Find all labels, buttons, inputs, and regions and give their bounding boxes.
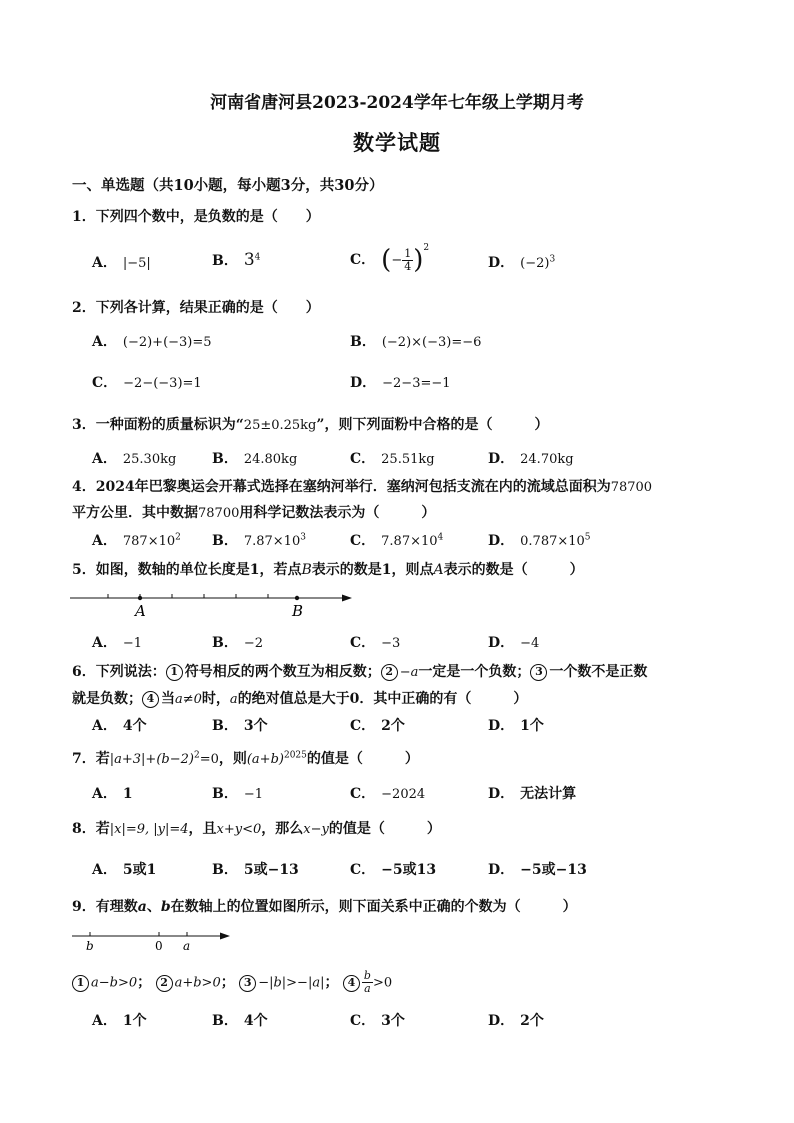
q4-option-b[interactable]: B． $7.87\times 10^3$ (212, 532, 306, 549)
exam-title: 河南省唐河县2023-2024学年七年级上学期月考 (210, 93, 584, 113)
q7-option-b[interactable]: B． −1 (212, 786, 264, 802)
q8-option-d[interactable]: D． −5或−13 (488, 862, 587, 878)
q3-option-a[interactable]: A． 25.30kg (92, 451, 177, 467)
q3-option-b[interactable]: B． 24.80kg (212, 451, 298, 467)
q8-option-c[interactable]: C． −5或13 (350, 862, 437, 878)
q7-option-c[interactable]: C． −2024 (350, 786, 426, 802)
q5-option-b[interactable]: B． −2 (212, 635, 264, 651)
q6-option-b[interactable]: B． 3个 (212, 718, 268, 734)
q7-option-a[interactable]: A． 1 (92, 786, 133, 802)
q2-option-c[interactable]: C． −2−(−3)=1 (92, 375, 202, 391)
q6-stem-line1: 6．下列说法： 1 符号相反的两个数互为相反数； 2 −a一定是一个负数； 3 一个数不是正数 (72, 664, 648, 680)
exam-subtitle: 数学试题 (353, 130, 441, 155)
q7-option-d[interactable]: D． 无法计算 (488, 786, 577, 802)
q5-point-a (138, 596, 142, 600)
q6-option-d[interactable]: D． 1个 (488, 718, 544, 734)
q9-option-c[interactable]: C． 3个 (350, 1013, 405, 1029)
q1-option-a[interactable]: A． |−5| (92, 255, 151, 271)
q8-stem: 8．若|x|=9, |y|=4，且x+y<0，那么x−y的值是（ ） (72, 821, 441, 837)
q9-option-a[interactable]: A． 1个 (92, 1013, 147, 1029)
q9-option-b[interactable]: B． 4个 (212, 1013, 268, 1029)
q8-option-b[interactable]: B． 5或−13 (212, 862, 299, 878)
q1-c-fraction: $\frac{1}{4}$ (404, 246, 412, 273)
section-heading: 一、单选题（共10小题，每小题3分，共30分） (72, 177, 384, 194)
q2-option-b[interactable]: B． (−2)×(−3)=−6 (350, 334, 482, 350)
q9-label-b: b (86, 939, 94, 953)
q5-point-b (295, 596, 299, 600)
q9-label-zero: 0 (155, 939, 163, 953)
q9-option-d[interactable]: D． 2个 (488, 1013, 544, 1029)
q9-s4-fraction: $\frac{b}{a}$ (363, 969, 371, 995)
q2-stem: 2．下列各计算，结果正确的是（ ） (72, 300, 320, 316)
q6-option-c[interactable]: C． 2个 (350, 718, 405, 734)
q1-option-b[interactable]: B． $3^4$ (212, 250, 261, 270)
q9-number-line (70, 926, 240, 954)
q4-option-c[interactable]: C． $7.87\times 10^4$ (350, 532, 444, 549)
q1-option-d[interactable]: D． $(-2)^3$ (488, 254, 556, 271)
q4-stem-line2: 平方公里．其中数据78700用科学记数法表示为（ ） (72, 505, 436, 521)
q4-stem-line1: 4．2024年巴黎奥运会开幕式选择在塞纳河举行．塞纳河包括支流在内的流域总面积为78700 (72, 479, 653, 495)
q5-option-d[interactable]: D． −4 (488, 635, 540, 651)
q9-stem: 9．有理数a、b在数轴上的位置如图所示，则下面关系中正确的个数为（ ） (72, 899, 577, 915)
q1-option-c[interactable]: C． (− $\frac{1}{4}$ )$^2$ (350, 243, 430, 275)
q7-stem: 7．若$|a+3|+(b-2)^2=0$，则$(a+b)^{2025}$的值是（ ） (72, 750, 419, 767)
q2-option-d[interactable]: D． −2−3=−1 (350, 375, 451, 391)
q8-option-a[interactable]: A． 5或1 (92, 862, 157, 878)
q9-label-a: a (183, 939, 191, 953)
q5-option-a[interactable]: A． −1 (92, 635, 143, 651)
q6-option-a[interactable]: A． 4个 (92, 718, 147, 734)
q6-stem-line2: 就是负数； 4 当a≠0时，a的绝对值总是大于0．其中正确的有（ ） (72, 691, 528, 707)
q2-option-a[interactable]: A． (−2)+(−3)=5 (92, 334, 212, 350)
q5-label-b: B (292, 602, 304, 620)
q5-number-line (68, 586, 368, 622)
q9-statements: 1 a−b>0； 2 a+b>0； 3 −|b|>−|a|； 4 $\frac{b}{a}$ >0 (72, 970, 732, 995)
q5-stem: 5．如图，数轴的单位长度是1，若点B表示的数是1，则点A表示的数是（ ） (72, 562, 584, 578)
q4-option-a[interactable]: A． $787\times 10^2$ (92, 532, 181, 549)
q5-option-c[interactable]: C． −3 (350, 635, 401, 651)
q3-option-d[interactable]: D． 24.70kg (488, 451, 574, 467)
q3-option-c[interactable]: C． 25.51kg (350, 451, 435, 467)
q1-stem: 1．下列四个数中，是负数的是（ ） (72, 209, 320, 225)
q4-option-d[interactable]: D． $0.787\times 10^5$ (488, 532, 591, 549)
q3-stem: 3．一种面粉的质量标识为“25±0.25kg”，则下列面粉中合格的是（ ） (72, 417, 549, 433)
q5-label-a: A (135, 602, 146, 620)
